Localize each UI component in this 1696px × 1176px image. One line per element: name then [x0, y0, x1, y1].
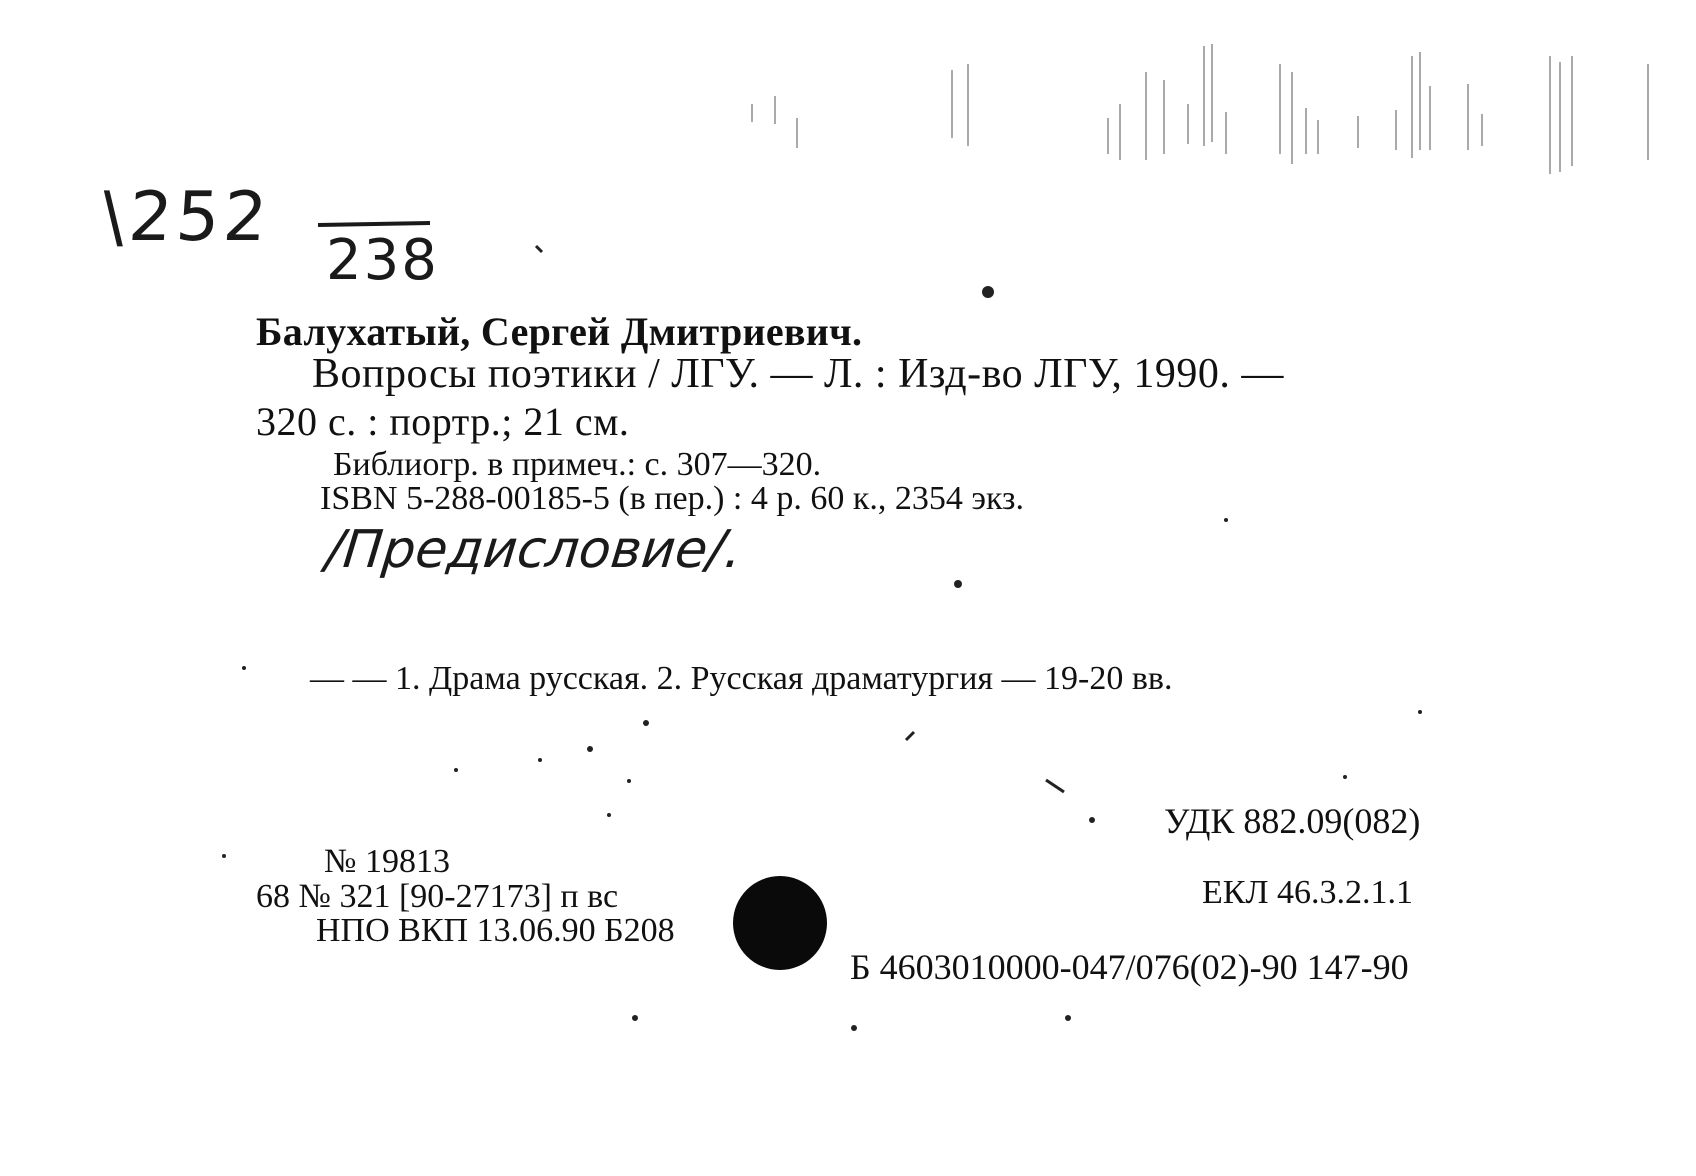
udk-code: УДК 882.09(082) — [1164, 801, 1421, 841]
title-statement: Вопросы поэтики / ЛГУ. — Л. : Изд-во ЛГУ, 1990. — — [312, 351, 1284, 397]
bibliography-note: Библиогр. в примеч.: с. 307—320. — [333, 446, 822, 483]
print-info: НПО ВКП 13.06.90 Б208 — [316, 912, 675, 949]
author-heading: Балухатый, Сергей Дмитриевич. — [256, 309, 863, 354]
shelf-mark: \252 — [99, 178, 274, 257]
physical-description: 320 с. : портр.; 21 см. — [256, 399, 630, 444]
shelf-mark-sub: 238 — [326, 228, 439, 293]
card-number: № 19813 — [324, 843, 450, 880]
subject-headings: — — 1. Драма русская. 2. Русская драматургия — 19-20 вв. — [310, 660, 1173, 697]
shelf-mark-divider — [318, 221, 430, 227]
ekl-code: ЕКЛ 46.3.2.1.1 — [1202, 874, 1414, 911]
handwritten-note: /Предисловие/. — [322, 520, 745, 580]
order-line: 68 № 321 [90-27173] п вс — [256, 878, 619, 915]
isbn-line: ISBN 5-288-00185-5 (в пер.) : 4 р. 60 к., 2354 экз. — [320, 480, 1024, 517]
punch-hole — [733, 876, 827, 970]
catalog-code: Б 4603010000-047/076(02)-90 147-90 — [850, 947, 1409, 987]
